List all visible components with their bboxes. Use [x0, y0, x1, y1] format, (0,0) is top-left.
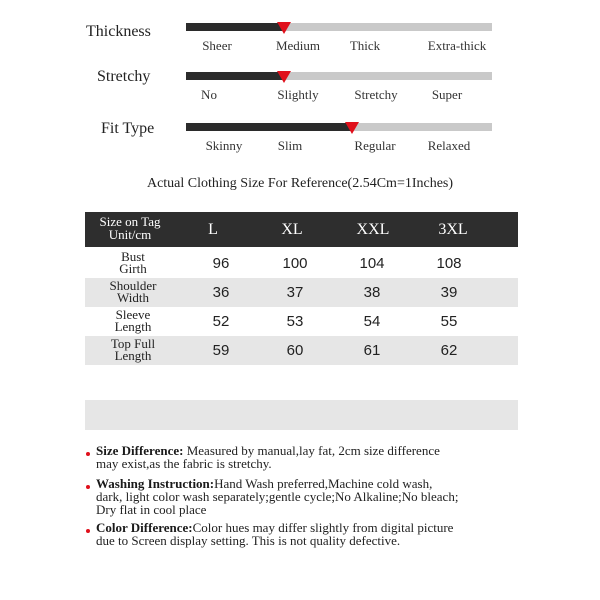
selected-marker-icon — [345, 122, 359, 134]
row-label-line: Bust — [121, 249, 145, 264]
table-cell: 38 — [363, 284, 381, 301]
note-text: may exist,as the fabric is stretchy. — [96, 456, 272, 471]
note-text: Measured by manual,lay fat, 2cm size difference — [186, 443, 440, 458]
reference-title: Actual Clothing Size For Reference(2.54Cm=1Inches) — [146, 176, 454, 191]
size-header: XL — [281, 221, 303, 238]
selected-marker-icon — [277, 22, 291, 34]
scale-fill — [186, 23, 284, 31]
scale-option: Relaxed — [427, 138, 471, 153]
scale-option: Sheer — [202, 38, 232, 53]
table-cell: 52 — [212, 313, 230, 330]
table-row — [85, 249, 518, 278]
note-size-difference — [96, 444, 526, 470]
scale-option: Extra-thick — [427, 38, 487, 53]
stretchy-scale — [0, 68, 600, 112]
table-header — [85, 212, 518, 247]
table-row — [85, 336, 518, 365]
scale-option: No — [201, 87, 217, 102]
table-cell: 62 — [440, 342, 458, 359]
header-label-line: Size on Tag — [99, 214, 161, 229]
header-label — [85, 215, 175, 241]
bullet-icon — [86, 452, 90, 456]
row-label-line: Length — [114, 319, 152, 334]
table-cell: 104 — [359, 255, 385, 272]
scale-option: Super — [431, 87, 463, 102]
scale-option: Slightly — [277, 87, 319, 102]
thickness-scale — [0, 23, 600, 63]
note-text: Dry flat in cool place — [96, 502, 207, 517]
table-cell: 59 — [212, 342, 230, 359]
table-row — [85, 278, 518, 307]
scale-fill — [186, 123, 352, 131]
scale-bar — [186, 123, 492, 131]
fit-type-scale — [0, 120, 600, 163]
scale-title: Fit Type — [101, 120, 155, 137]
row-label-line: Width — [117, 290, 149, 305]
table-cell: 54 — [363, 313, 381, 330]
size-header: L — [208, 221, 218, 238]
scale-bar — [186, 72, 492, 80]
scale-title: Thickness — [86, 23, 151, 40]
size-table — [85, 212, 518, 365]
table-cell: 36 — [212, 284, 230, 301]
note-heading: Washing Instruction: — [96, 476, 215, 491]
note-text: Color hues may differ slightly from digital picture — [192, 520, 454, 535]
table-cell: 96 — [212, 255, 230, 272]
table-cell: 60 — [286, 342, 304, 359]
scale-option: Thick — [349, 38, 381, 53]
scale-option: Skinny — [205, 138, 243, 153]
bullet-icon — [86, 485, 90, 489]
bullet-icon — [86, 529, 90, 533]
note-text: Hand Wash preferred,Machine cold wash, — [214, 476, 433, 491]
header-label-line: Unit/cm — [108, 227, 152, 242]
scale-fill — [186, 72, 284, 80]
row-label — [85, 280, 181, 304]
size-header: XXL — [356, 221, 390, 238]
row-label — [85, 251, 181, 275]
note-color-difference — [96, 521, 526, 547]
table-cell: 100 — [282, 255, 308, 272]
empty-band — [85, 400, 518, 430]
table-cell: 37 — [286, 284, 304, 301]
row-label-line: Length — [114, 348, 152, 363]
size-header: 3XL — [438, 221, 468, 238]
note-heading: Size Difference: — [96, 443, 184, 458]
row-label-line: Top Full — [110, 336, 156, 351]
table-cell: 53 — [286, 313, 304, 330]
selected-marker-icon — [277, 71, 291, 83]
table-cell: 108 — [436, 255, 462, 272]
row-label-line: Girth — [119, 261, 147, 276]
note-heading: Color Difference: — [96, 520, 193, 535]
row-label — [85, 309, 181, 333]
scale-option: Slim — [277, 138, 303, 153]
scale-option: Stretchy — [354, 87, 398, 102]
scale-option: Medium — [275, 38, 321, 53]
row-label-line: Sleeve — [115, 307, 151, 322]
row-label — [85, 338, 181, 362]
table-cell: 39 — [440, 284, 458, 301]
scale-bar — [186, 23, 492, 31]
scale-title: Stretchy — [97, 68, 151, 85]
note-text: dark, light color wash separately;gentle cycle;No Alkaline;No bleach; — [96, 489, 459, 504]
table-cell: 55 — [440, 313, 458, 330]
note-washing-instruction — [96, 477, 526, 516]
row-label-line: Shoulder — [109, 278, 157, 293]
table-row — [85, 307, 518, 336]
table-cell: 61 — [363, 342, 381, 359]
note-text: due to Screen display setting. This is not quality defective. — [96, 533, 401, 548]
scale-option: Regular — [354, 138, 396, 153]
